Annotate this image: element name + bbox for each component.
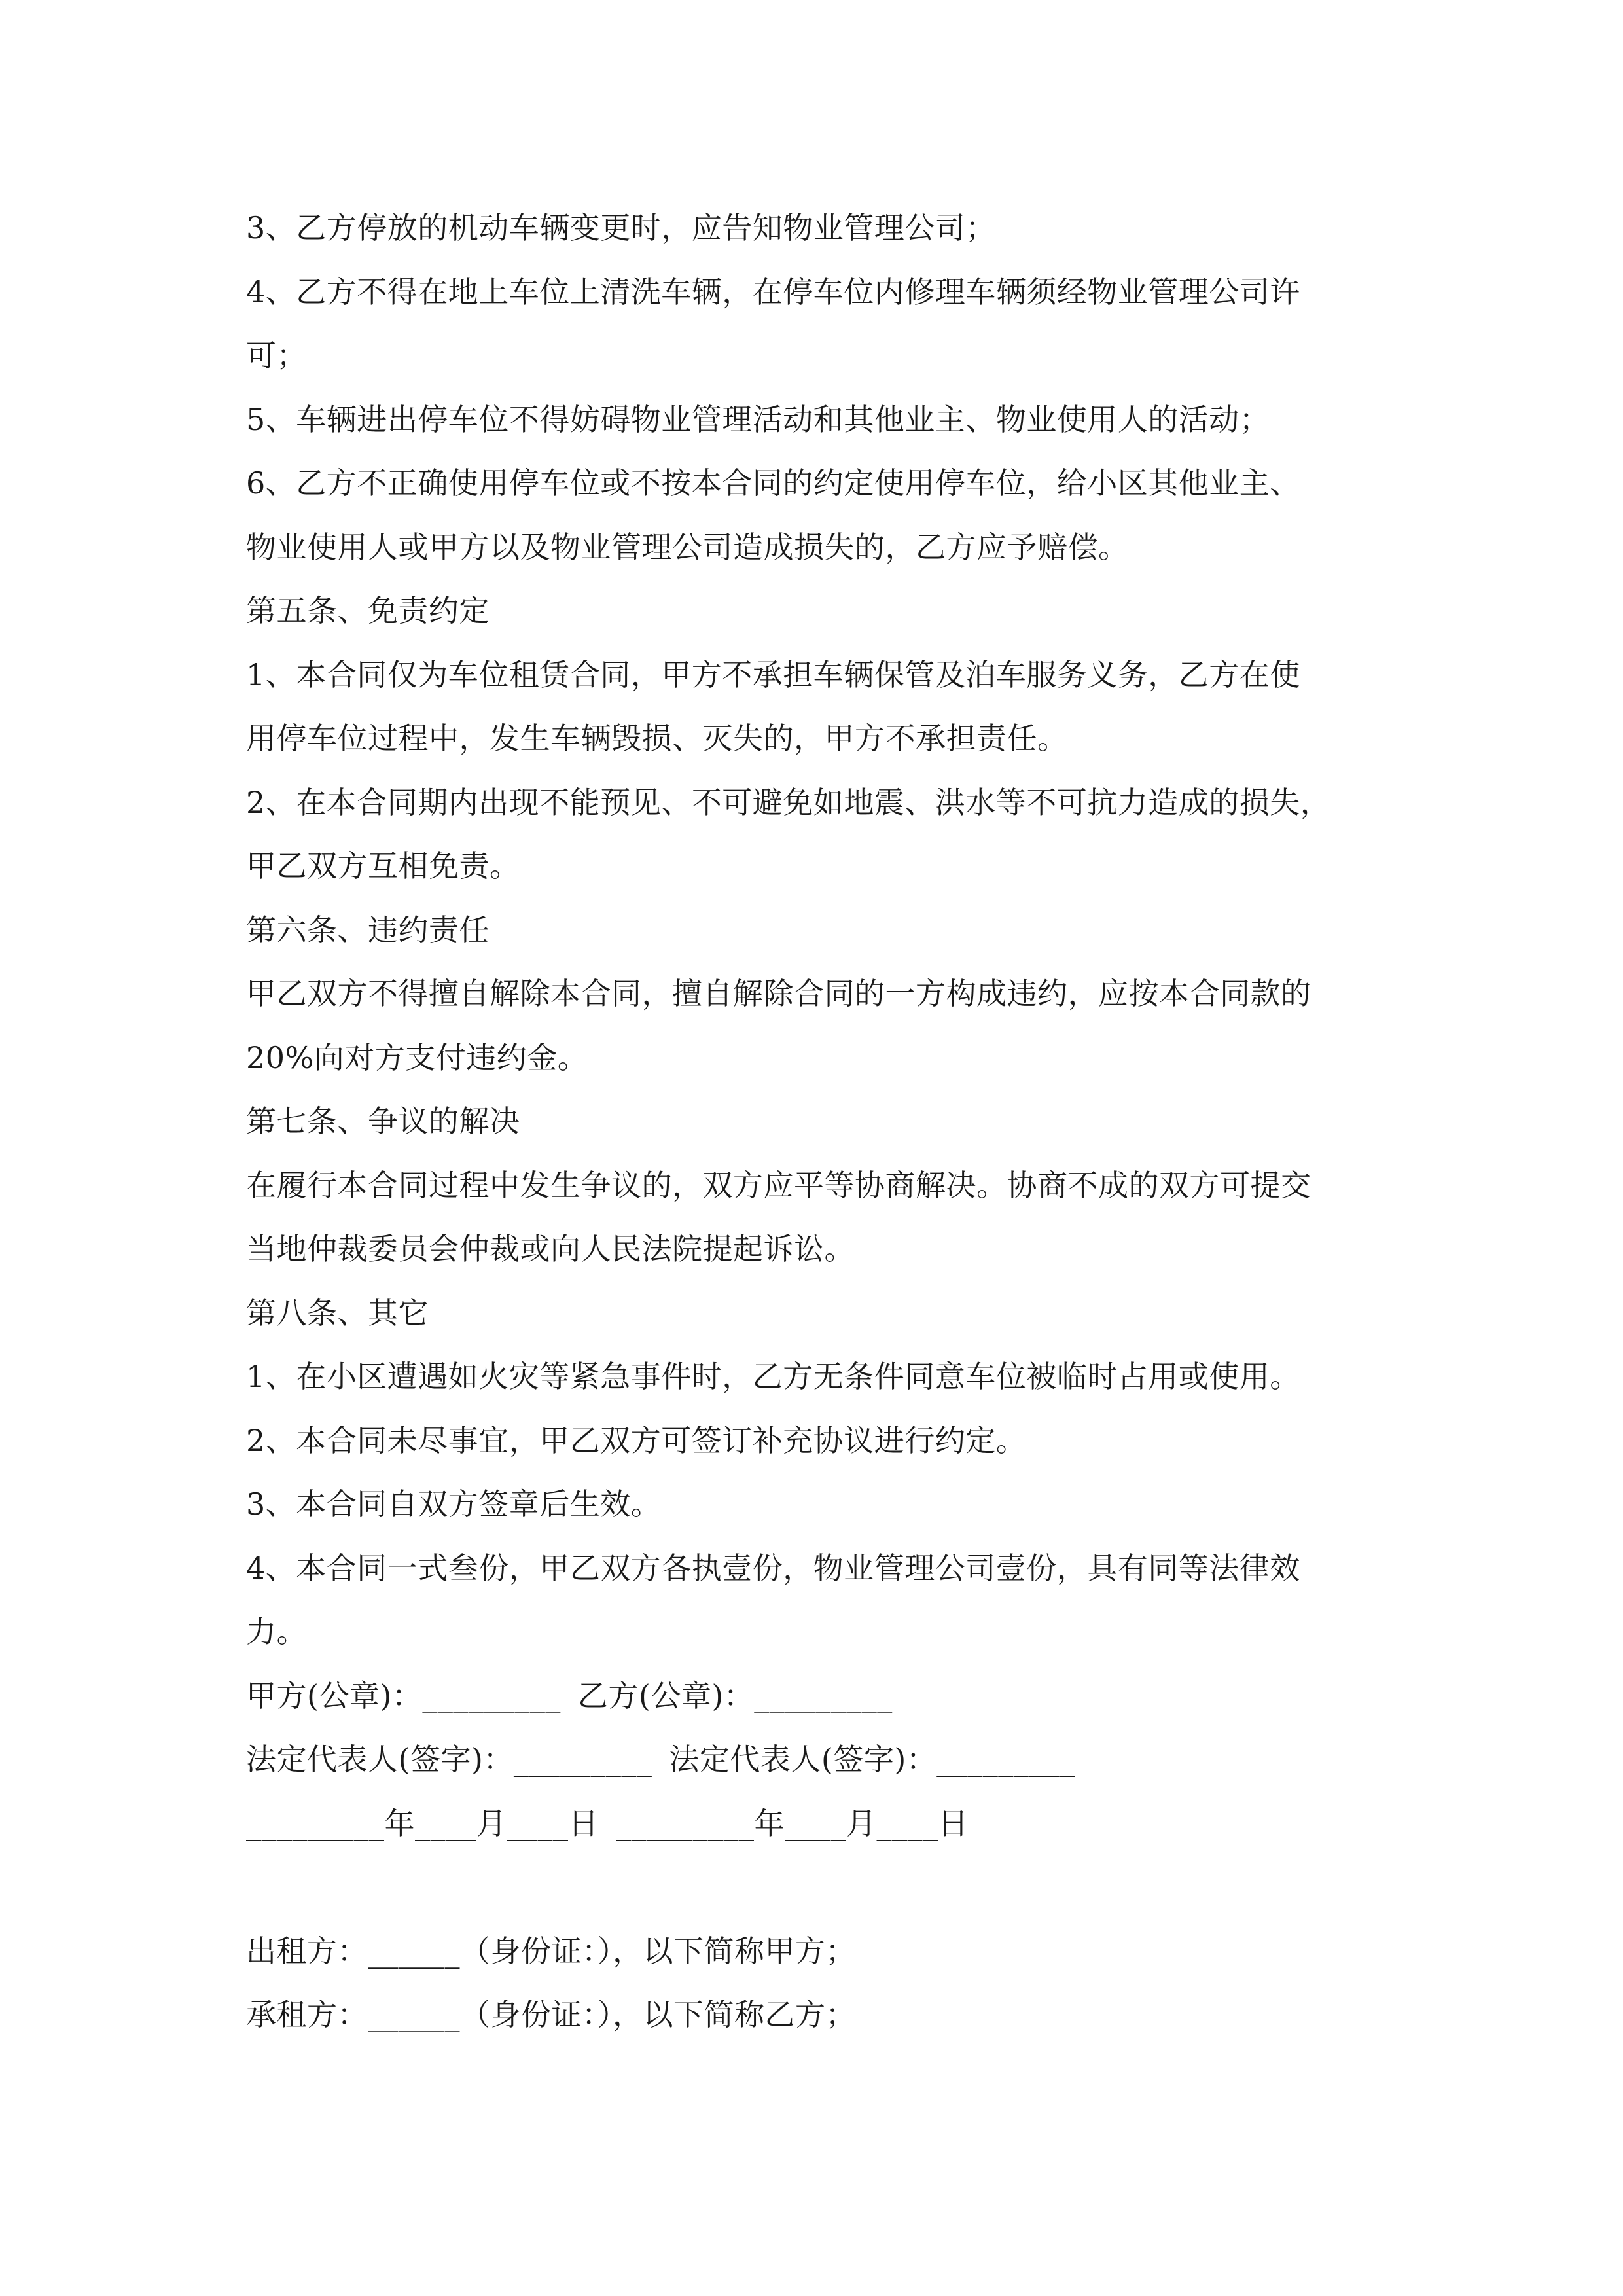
lessor-line: 出租方：______（身份证：），以下简称甲方； — [246, 1933, 856, 1969]
document-page — [246, 196, 1398, 2047]
party-a-date: _________年____月____日 — [246, 1805, 599, 1841]
section-gap — [246, 1856, 1398, 1920]
clause-continuation: 可； — [246, 338, 307, 373]
clause-item: 2、在本合同期内出现不能预见、不可避免如地震、洪水等不可抗力造成的损失， — [246, 784, 1331, 820]
section-heading: 第六条、违约责任 — [246, 912, 490, 948]
party-a-representative: 法定代表人(签字)：_________ — [246, 1742, 652, 1777]
party-a-seal: 甲方(公章)：_________ — [246, 1677, 561, 1713]
clause-item: 3、乙方停放的机动车辆变更时，应告知物业管理公司； — [246, 210, 996, 245]
section-heading: 第五条、免责约定 — [246, 593, 490, 628]
clause-item: 1、在小区遭遇如火灾等紧急事件时，乙方无条件同意车位被临时占用或使用。 — [246, 1359, 1300, 1394]
clause-continuation: 当地仲裁委员会仲裁或向人民法院提起诉讼。 — [246, 1231, 855, 1266]
clause-paragraph: 甲乙双方不得擅自解除本合同，擅自解除合同的一方构成违约，应按本合同款的 — [246, 976, 1311, 1011]
signature-rep-row — [246, 1728, 1398, 1792]
clause-item: 2、本合同未尽事宜，甲乙双方可签订补充协议进行约定。 — [246, 1422, 1027, 1458]
lessee-line: 承租方：______（身份证：），以下简称乙方； — [246, 1997, 856, 2032]
clause-item: 4、本合同一式叁份，甲乙双方各执壹份，物业管理公司壹份，具有同等法律效 — [246, 1550, 1300, 1586]
section-heading: 第七条、争议的解决 — [246, 1103, 520, 1139]
clause-item: 5、车辆进出停车位不得妨碍物业管理活动和其他业主、物业使用人的活动； — [246, 401, 1270, 437]
clause-continuation: 力。 — [246, 1614, 307, 1649]
clause-item: 1、本合同仅为车位租赁合同，甲方不承担车辆保管及泊车服务义务，乙方在使 — [246, 656, 1300, 692]
clause-item: 4、乙方不得在地上车位上清洗车辆，在停车位内修理车辆须经物业管理公司许 — [246, 274, 1300, 310]
section-heading: 第八条、其它 — [246, 1295, 429, 1331]
party-b-seal: 乙方(公章)：_________ — [577, 1677, 893, 1713]
contract-body — [246, 196, 1398, 1664]
clause-continuation: 甲乙双方互相免责。 — [246, 848, 520, 884]
party-b-date: _________年____月____日 — [616, 1805, 969, 1841]
party-b-representative: 法定代表人(签字)：_________ — [669, 1742, 1075, 1777]
clause-item: 6、乙方不正确使用停车位或不按本合同的约定使用停车位，给小区其他业主、 — [246, 465, 1300, 501]
signature-date-row — [246, 1792, 1398, 1856]
clause-paragraph: 在履行本合同过程中发生争议的，双方应平等协商解决。协商不成的双方可提交 — [246, 1167, 1311, 1203]
signature-seal-row — [246, 1664, 1398, 1729]
clause-continuation: 20%向对方支付违约金。 — [246, 1039, 588, 1075]
clause-continuation: 物业使用人或甲方以及物业管理公司造成损失的，乙方应予赔偿。 — [246, 529, 1129, 565]
clause-continuation: 用停车位过程中，发生车辆毁损、灭失的，甲方不承担责任。 — [246, 721, 1068, 756]
clause-item: 3、本合同自双方签章后生效。 — [246, 1486, 662, 1522]
